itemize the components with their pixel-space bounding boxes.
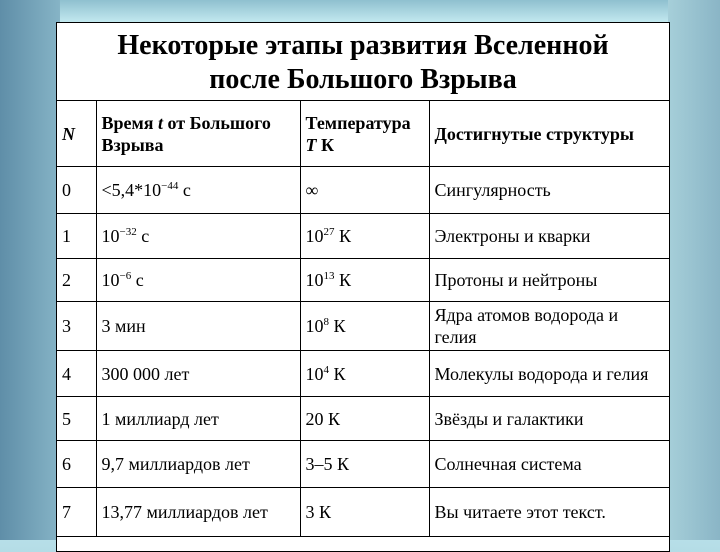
header-n: N [57, 101, 96, 167]
cell-time: 1 миллиард лет [96, 397, 300, 441]
table-row [57, 167, 669, 214]
cell-temperature: $10^{27}$ К [300, 214, 429, 259]
cell-temperature: 3 К [300, 488, 429, 537]
table-row [57, 259, 669, 302]
cell-n: 1 [57, 214, 96, 259]
cell-time: $10^{-32}$ с [96, 214, 300, 259]
cell-structure: Солнечная система [429, 441, 669, 488]
stages-table [57, 101, 669, 537]
cell-n: 7 [57, 488, 96, 537]
background-right [668, 0, 720, 540]
header-structures: Достигнутые структуры [429, 101, 669, 167]
cell-time: 300 000 лет [96, 351, 300, 397]
slide-table [56, 22, 670, 552]
header-row [57, 101, 669, 167]
table-row [57, 441, 669, 488]
title-line-1: Некоторые этапы развития Вселенной [117, 30, 609, 61]
cell-structure: Вы читаете этот текст. [429, 488, 669, 537]
cell-time: 9,7 миллиардов лет [96, 441, 300, 488]
table-row [57, 397, 669, 441]
table-row [57, 488, 669, 537]
cell-time: $10^{-6}$ с [96, 259, 300, 302]
background-top [0, 0, 720, 24]
table-row [57, 351, 669, 397]
cell-time: $<5,4*10^{-44}$ с [96, 167, 300, 214]
header-temperature: Температура T К [300, 101, 429, 167]
cell-structure: Звёзды и галактики [429, 397, 669, 441]
cell-n: 5 [57, 397, 96, 441]
cell-temperature: 3–5 К [300, 441, 429, 488]
cell-temperature: $10^{13}$ К [300, 259, 429, 302]
cell-n: 2 [57, 259, 96, 302]
slide-title [57, 23, 669, 101]
background-left [0, 0, 60, 540]
cell-structure: Ядра атомов водорода и гелия [429, 302, 669, 351]
cell-structure: Молекулы водорода и гелия [429, 351, 669, 397]
cell-n: 4 [57, 351, 96, 397]
header-time: Время t от Большого Взрыва [96, 101, 300, 167]
cell-n: 0 [57, 167, 96, 214]
cell-n: 3 [57, 302, 96, 351]
table-row [57, 302, 669, 351]
cell-time: 13,77 миллиардов лет [96, 488, 300, 537]
cell-temperature: 20 К [300, 397, 429, 441]
cell-structure: Сингулярность [429, 167, 669, 214]
cell-structure: Протоны и нейтроны [429, 259, 669, 302]
cell-temperature: $10^8$ К [300, 302, 429, 351]
cell-temperature: ∞ [300, 167, 429, 214]
table-row [57, 214, 669, 259]
cell-temperature: $10^4$ К [300, 351, 429, 397]
title-line-2: после Большого Взрыва [209, 64, 517, 95]
cell-n: 6 [57, 441, 96, 488]
cell-time: 3 мин [96, 302, 300, 351]
cell-structure: Электроны и кварки [429, 214, 669, 259]
